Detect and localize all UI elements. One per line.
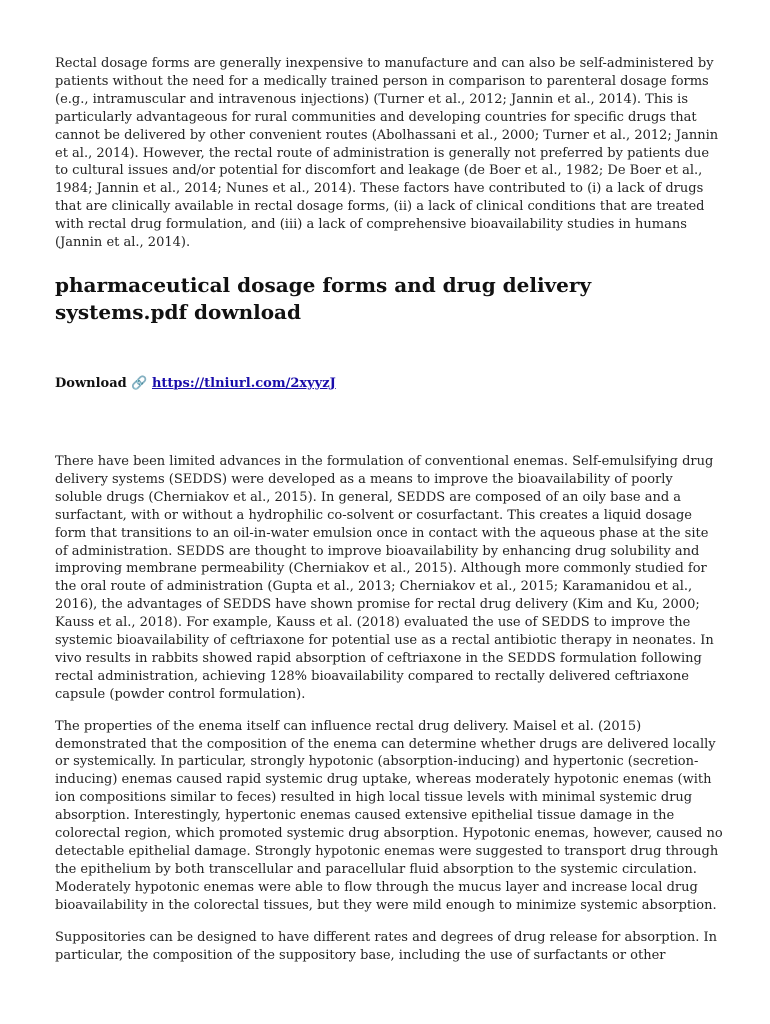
link-icon: 🔗 bbox=[131, 375, 148, 391]
body-paragraph-sedds: There have been limited advances in the formulation of conventional enemas. Self-emulsifying drug delivery systems (SEDDS) were developed as a means to improve the bioavailability of poorly soluble drugs (Cherniakov et al., 2015). In general, SEDDS are composed of an oily base and a surfactant, with or without a hydrophilic co-solvent or cosurfactant. This creates a liquid dosage form that transitions to an oil-in-water emulsion once in contact with the aqueous phase at the site of administration. SEDDS are thought to improve bioavailability by enhancing drug solubility and improving membrane permeability (Cherniakov et al., 2015). Although more commonly studied for the oral route of administration (Gupta et al., 2013; Cherniakov et al., 2015; Karamanidou et al., 2016), the advantages of SEDDS have shown promise for rectal drug delivery (Kim and Ku, 2000; Kauss et al., 2018). For example, Kauss et al. (2018) evaluated the use of SEDDS to improve the systemic bioavailability of ceftriaxone for potential use as a rectal antibiotic therapy in neonates. In vivo results in rabbits showed rapid absorption of ceftriaxone in the SEDDS formulation following rectal administration, achieving 128% bioavailability compared to rectally delivered ceftriaxone capsule (powder control formulation). bbox=[55, 453, 714, 702]
body-paragraph-suppositories: Suppositories can be designed to have different rates and degrees of drug release for absorption. In particular, the composition of the suppository base, including the use of surfactants or other bbox=[55, 929, 717, 963]
page-title: pharmaceutical dosage forms and drug delivery systems.pdf download bbox=[55, 272, 592, 324]
download-link[interactable]: https://tlniurl.com/2xyyzJ bbox=[151, 375, 336, 391]
spacer bbox=[55, 393, 723, 453]
body-paragraph-enema: The properties of the enema itself can influence rectal drug delivery. Maisel et al. (2015) demonstrated that the composition of the enema can determine whether drugs are delivered locally or systemically. In particular, strongly hypotonic (absorption-inducing) and hypertonic (secretion-inducing) enemas caused rapid systemic drug uptake, whereas moderately hypotonic enemas (with ion compositions similar to feces) resulted in high local tissue levels with minimal systemic drug absorption. Interestingly, hypertonic enemas caused extensive epithelial tissue damage in the colorectal region, which promoted systemic drug absorption. Hypotonic enemas, however, caused no detectable epithelial damage. Strongly hypotonic enemas were suggested to transport drug through the epithelium by both transcellular and paracellular fluid absorption to the systemic circulation. Moderately hypotonic enemas were able to flow through the mucus layer and increase local drug bioavailability in the colorectal tissues, but they were mild enough to minimize systemic absorption. bbox=[55, 718, 723, 913]
download-label: Download bbox=[55, 375, 127, 391]
intro-paragraph: Rectal dosage forms are generally inexpensive to manufacture and can also be self-administered by patients without the need for a medically trained person in comparison to parenteral dosage forms (e.g., intramuscular and intravenous injections) (Turner et al., 2012; Jannin et al., 2014). This is particularly advantageous for rural communities and developing countries for specific drugs that cannot be delivered by other convenient routes (Abolhassani et al., 2000; Turner et al., 2012; Jannin et al., 2014). However, the rectal route of administration is generally not preferred by patients due to cultural issues and/or potential for discomfort and leakage (de Boer et al., 1982; De Boer et al., 1984; Jannin et al., 2014; Nunes et al., 2014). These factors have contributed to (i) a lack of drugs that are clinically available in rectal dosage forms, (ii) a lack of clinical conditions that are treated with rectal drug formulation, and (iii) a lack of comprehensive bioavailability studies in humans (Jannin et al., 2014). bbox=[55, 56, 719, 251]
download-line bbox=[55, 375, 723, 393]
document-page bbox=[55, 55, 723, 978]
